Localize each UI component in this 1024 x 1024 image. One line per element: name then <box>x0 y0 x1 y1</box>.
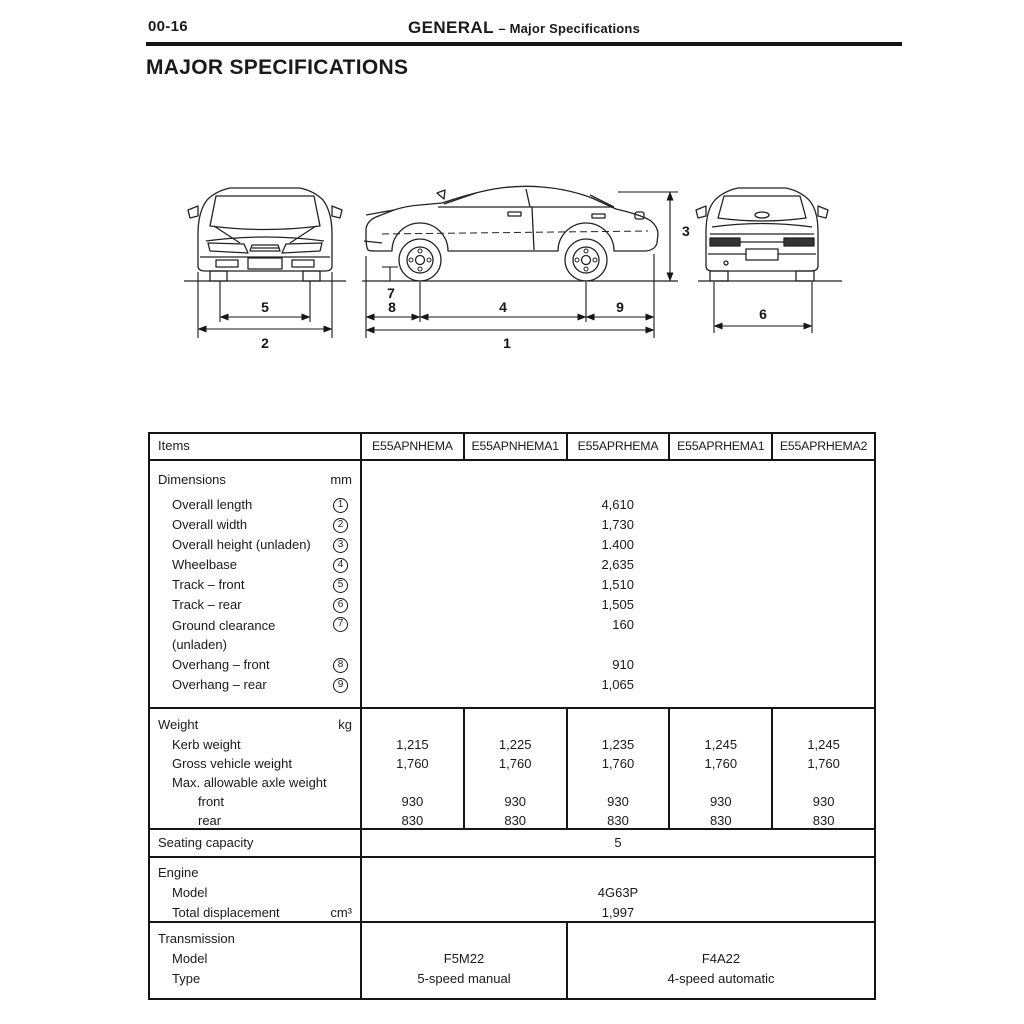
transmission-section-label: Transmission <box>158 931 235 946</box>
page-number: 00-16 <box>148 18 188 35</box>
weight-col-1: 1,215 1,760 930 830 <box>396 737 429 828</box>
engine-section-label: Engine <box>158 865 199 880</box>
items-column-header: Items <box>150 434 362 459</box>
transmission-manual-model: F5M22 <box>443 951 485 966</box>
model-header-e55aprhema1: E55APRHEMA1 <box>668 434 771 459</box>
header-section-subtitle: – Major Specifications <box>498 21 641 36</box>
callout-ref-7: 7 <box>333 617 348 632</box>
weight-row-gross-label: Gross vehicle weight <box>172 756 292 771</box>
dimension-row-track-front: Track – front 5 <box>150 575 360 595</box>
model-header-e55aprhema: E55APRHEMA <box>566 434 669 459</box>
engine-displacement-value: 1,997 <box>601 905 635 920</box>
transmission-automatic-cell <box>568 923 874 998</box>
weight-row-kerb-label: Kerb weight <box>172 737 241 752</box>
weight-unit: kg <box>338 716 352 732</box>
dimensions-section-label: Dimensions <box>158 471 226 487</box>
dimension-row-overall-width: Overall width 2 <box>150 515 360 535</box>
callout-overall-length: 1 <box>503 335 511 351</box>
callout-ref-2: 2 <box>333 518 348 533</box>
value-wheelbase: 2,635 <box>601 557 634 572</box>
model-header-e55apnhema1: E55APNHEMA1 <box>463 434 566 459</box>
weight-row-rear-label: rear <box>198 813 222 828</box>
transmission-section <box>150 921 874 998</box>
seating-section <box>150 828 874 856</box>
transmission-model-label: Model <box>172 951 208 966</box>
callout-ref-3: 3 <box>333 538 348 553</box>
value-overall-width: 1,730 <box>601 517 634 532</box>
page-header <box>146 16 902 42</box>
callout-ground-clearance: 7 <box>387 285 395 301</box>
car-rear-view-drawing <box>696 188 828 281</box>
header-rule <box>146 42 902 46</box>
header-title-group <box>146 18 902 38</box>
value-overall-height: 1.400 <box>601 537 634 552</box>
weight-values-grid <box>362 709 874 828</box>
dimension-row-overhang-rear: Overhang – rear 9 <box>150 675 360 695</box>
page-title: MAJOR SPECIFICATIONS <box>146 56 409 79</box>
engine-model-label: Model <box>172 885 208 900</box>
transmission-manual-type: 5-speed manual <box>417 971 511 986</box>
table-header-row <box>150 434 874 459</box>
value-track-front: 1,510 <box>601 577 634 592</box>
vehicle-dimensions-diagram <box>148 153 896 371</box>
callout-ref-6: 6 <box>333 598 348 613</box>
engine-model-value: 4G63P <box>597 885 639 900</box>
callout-ref-8: 8 <box>333 658 348 673</box>
model-header-e55aprhema2: E55APRHEMA2 <box>771 434 874 459</box>
dimension-row-overall-height: Overall height (unladen) 3 <box>150 535 360 555</box>
weight-col-5: 1,245 1,760 930 830 <box>771 709 874 828</box>
dimension-row-overall-length: Overall length 1 <box>150 495 360 515</box>
car-side-view-drawing <box>364 186 658 281</box>
callout-track-front: 5 <box>261 299 269 315</box>
weight-col-4: 1,245 1,760 930 830 <box>668 709 771 828</box>
engine-displacement-label: Total displacement cm³ <box>150 903 360 923</box>
seating-label: Seating capacity <box>150 830 362 856</box>
value-ground-clearance: 160 <box>612 617 634 632</box>
transmission-automatic-type: 4-speed automatic <box>667 971 775 986</box>
dimensions-values <box>362 461 874 707</box>
model-header-e55apnhema: E55APNHEMA <box>372 439 453 454</box>
dimension-row-ground-clearance: Ground clearance (unladen) 7 <box>150 615 360 655</box>
callout-ref-1: 1 <box>333 498 348 513</box>
callout-overall-width: 2 <box>261 335 269 351</box>
seating-value: 5 <box>614 834 622 850</box>
weight-row-front-label: front <box>198 794 225 809</box>
callout-track-rear: 6 <box>759 306 767 322</box>
value-overhang-front: 910 <box>612 657 634 672</box>
callout-wheelbase: 4 <box>499 299 507 315</box>
callout-overhang-rear: 9 <box>616 299 624 315</box>
engine-displacement-unit: cm³ <box>330 905 352 920</box>
transmission-type-label: Type <box>172 971 201 986</box>
header-section-title: GENERAL <box>407 18 494 37</box>
value-track-rear: 1,505 <box>601 597 634 612</box>
weight-section-label: Weight <box>158 716 199 732</box>
value-overall-length: 4,610 <box>601 497 634 512</box>
car-front-view-drawing <box>188 188 342 281</box>
callout-overall-height: 3 <box>682 223 690 239</box>
weight-col-3: 1,235 1,760 930 830 <box>566 709 669 828</box>
dimension-row-wheelbase: Wheelbase 4 <box>150 555 360 575</box>
callout-ref-5: 5 <box>333 578 348 593</box>
value-overhang-rear: 1,065 <box>601 677 634 692</box>
weight-col-2: 1,225 1,760 930 830 <box>463 709 566 828</box>
weight-section <box>150 707 874 828</box>
specifications-table <box>148 432 876 1000</box>
engine-section <box>150 856 874 921</box>
callout-ref-4: 4 <box>333 558 348 573</box>
dimension-row-track-rear: Track – rear 6 <box>150 595 360 615</box>
dimension-lines <box>198 192 812 338</box>
dimensions-unit: mm <box>330 471 352 487</box>
callout-ref-9: 9 <box>333 678 348 693</box>
transmission-automatic-model: F4A22 <box>701 951 741 966</box>
dimensions-section <box>150 459 874 707</box>
weight-row-max-axle-label: Max. allowable axle weight <box>172 775 327 790</box>
transmission-manual-cell <box>362 923 568 998</box>
dimension-row-overhang-front: Overhang – front 8 <box>150 655 360 675</box>
callout-overhang-front: 8 <box>388 299 396 315</box>
